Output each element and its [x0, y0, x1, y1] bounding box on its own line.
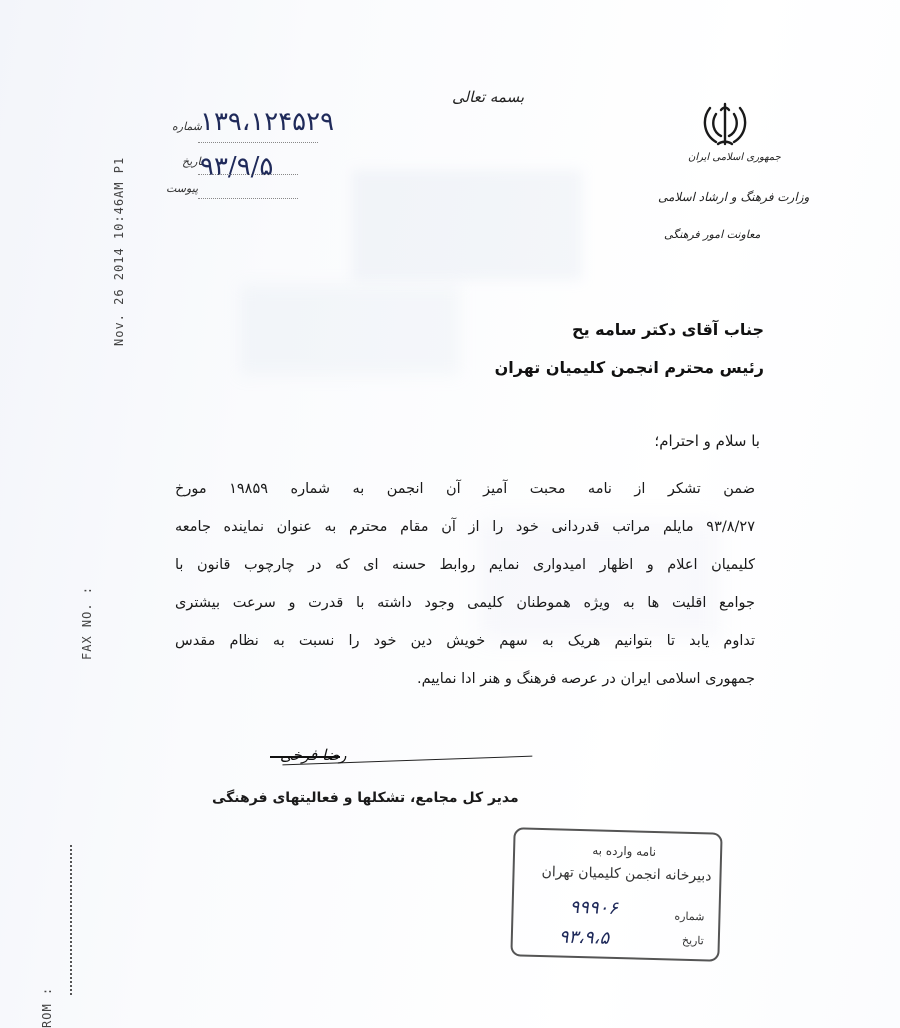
stamp-office: دبیرخانه انجمن کلیمیان تهران: [541, 864, 712, 885]
body-line: ۹۳/۸/۲۷ مایلم مراتب قدردانی خود را از آن مقام محترم به عنوان نماینده جامعه: [175, 519, 755, 535]
ministry-name: وزارت فرهنگ و ارشاد اسلامی: [658, 190, 810, 204]
reference-number: ۱۳۹،۱۲۴۵۲۹: [200, 107, 335, 137]
signature: رضا فرخی: [280, 746, 347, 764]
stamp-date-label: تاریخ: [681, 933, 704, 948]
reference-dotted-line: [198, 142, 318, 143]
stamp-number: ۹۹۹۰۶: [569, 896, 619, 920]
reference-dotted-line: [198, 174, 298, 175]
scan-smudge: [352, 170, 582, 280]
received-stamp: [510, 827, 722, 961]
basmala-heading: بسمه تعالی: [452, 88, 525, 106]
fax-number-label: FAX NO. :: [80, 585, 94, 660]
stamp-date: ۹۳،۹،۵: [558, 926, 610, 949]
letter-body: [175, 470, 755, 698]
margin-dotted-line: [70, 845, 74, 995]
reference-number-label: شماره: [172, 120, 203, 133]
salutation: با سلام و احترام؛: [654, 432, 760, 450]
reference-date: ۹۳/۹/۵: [200, 152, 274, 182]
deputy-name: معاونت امور فرهنگی: [664, 228, 761, 241]
republic-name: جمهوری اسلامی ایران: [688, 152, 781, 163]
fax-from-label: ROM :: [40, 986, 54, 1028]
stamp-title: نامه وارده به: [592, 843, 657, 860]
body-line: جوامع اقلیت ها به ویژه هموطنان کلیمی وجود داشته با قدرت و سرعت بیشتری: [175, 595, 755, 611]
body-line: جمهوری اسلامی ایران در عرصه فرهنگ و هنر ادا نماییم.: [417, 671, 755, 687]
signer-title: مدیر کل مجامع، تشکلها و فعالیتهای فرهنگی: [212, 790, 519, 806]
iran-emblem-icon: [700, 98, 750, 150]
addressee-name: جناب آقای دکتر سامه یح: [572, 320, 764, 339]
reference-dotted-line: [198, 198, 298, 199]
body-line: تداوم یابد تا بتوانیم هریک به سهم خویش دین خود را نسبت به نظام مقدس: [175, 633, 755, 649]
scan-smudge: [240, 285, 460, 375]
addressee-title: رئیس محترم انجمن کلیمیان تهران: [494, 358, 764, 377]
body-line: ضمن تشکر از نامه محبت آمیز آن انجمن به شماره ۱۹۸۵۹ مورخ: [175, 481, 756, 497]
body-line: کلیمیان اعلام و اظهار امیدواری نمایم روابط حسنه ای که در چارچوب قانون با: [175, 557, 755, 573]
stamp-number-label: شماره: [674, 909, 705, 924]
attachment-label: پیوست: [166, 182, 199, 195]
fax-timestamp: Nov. 26 2014 10:46AM P1: [112, 156, 126, 346]
reference-date-label: تاریخ: [182, 155, 204, 168]
